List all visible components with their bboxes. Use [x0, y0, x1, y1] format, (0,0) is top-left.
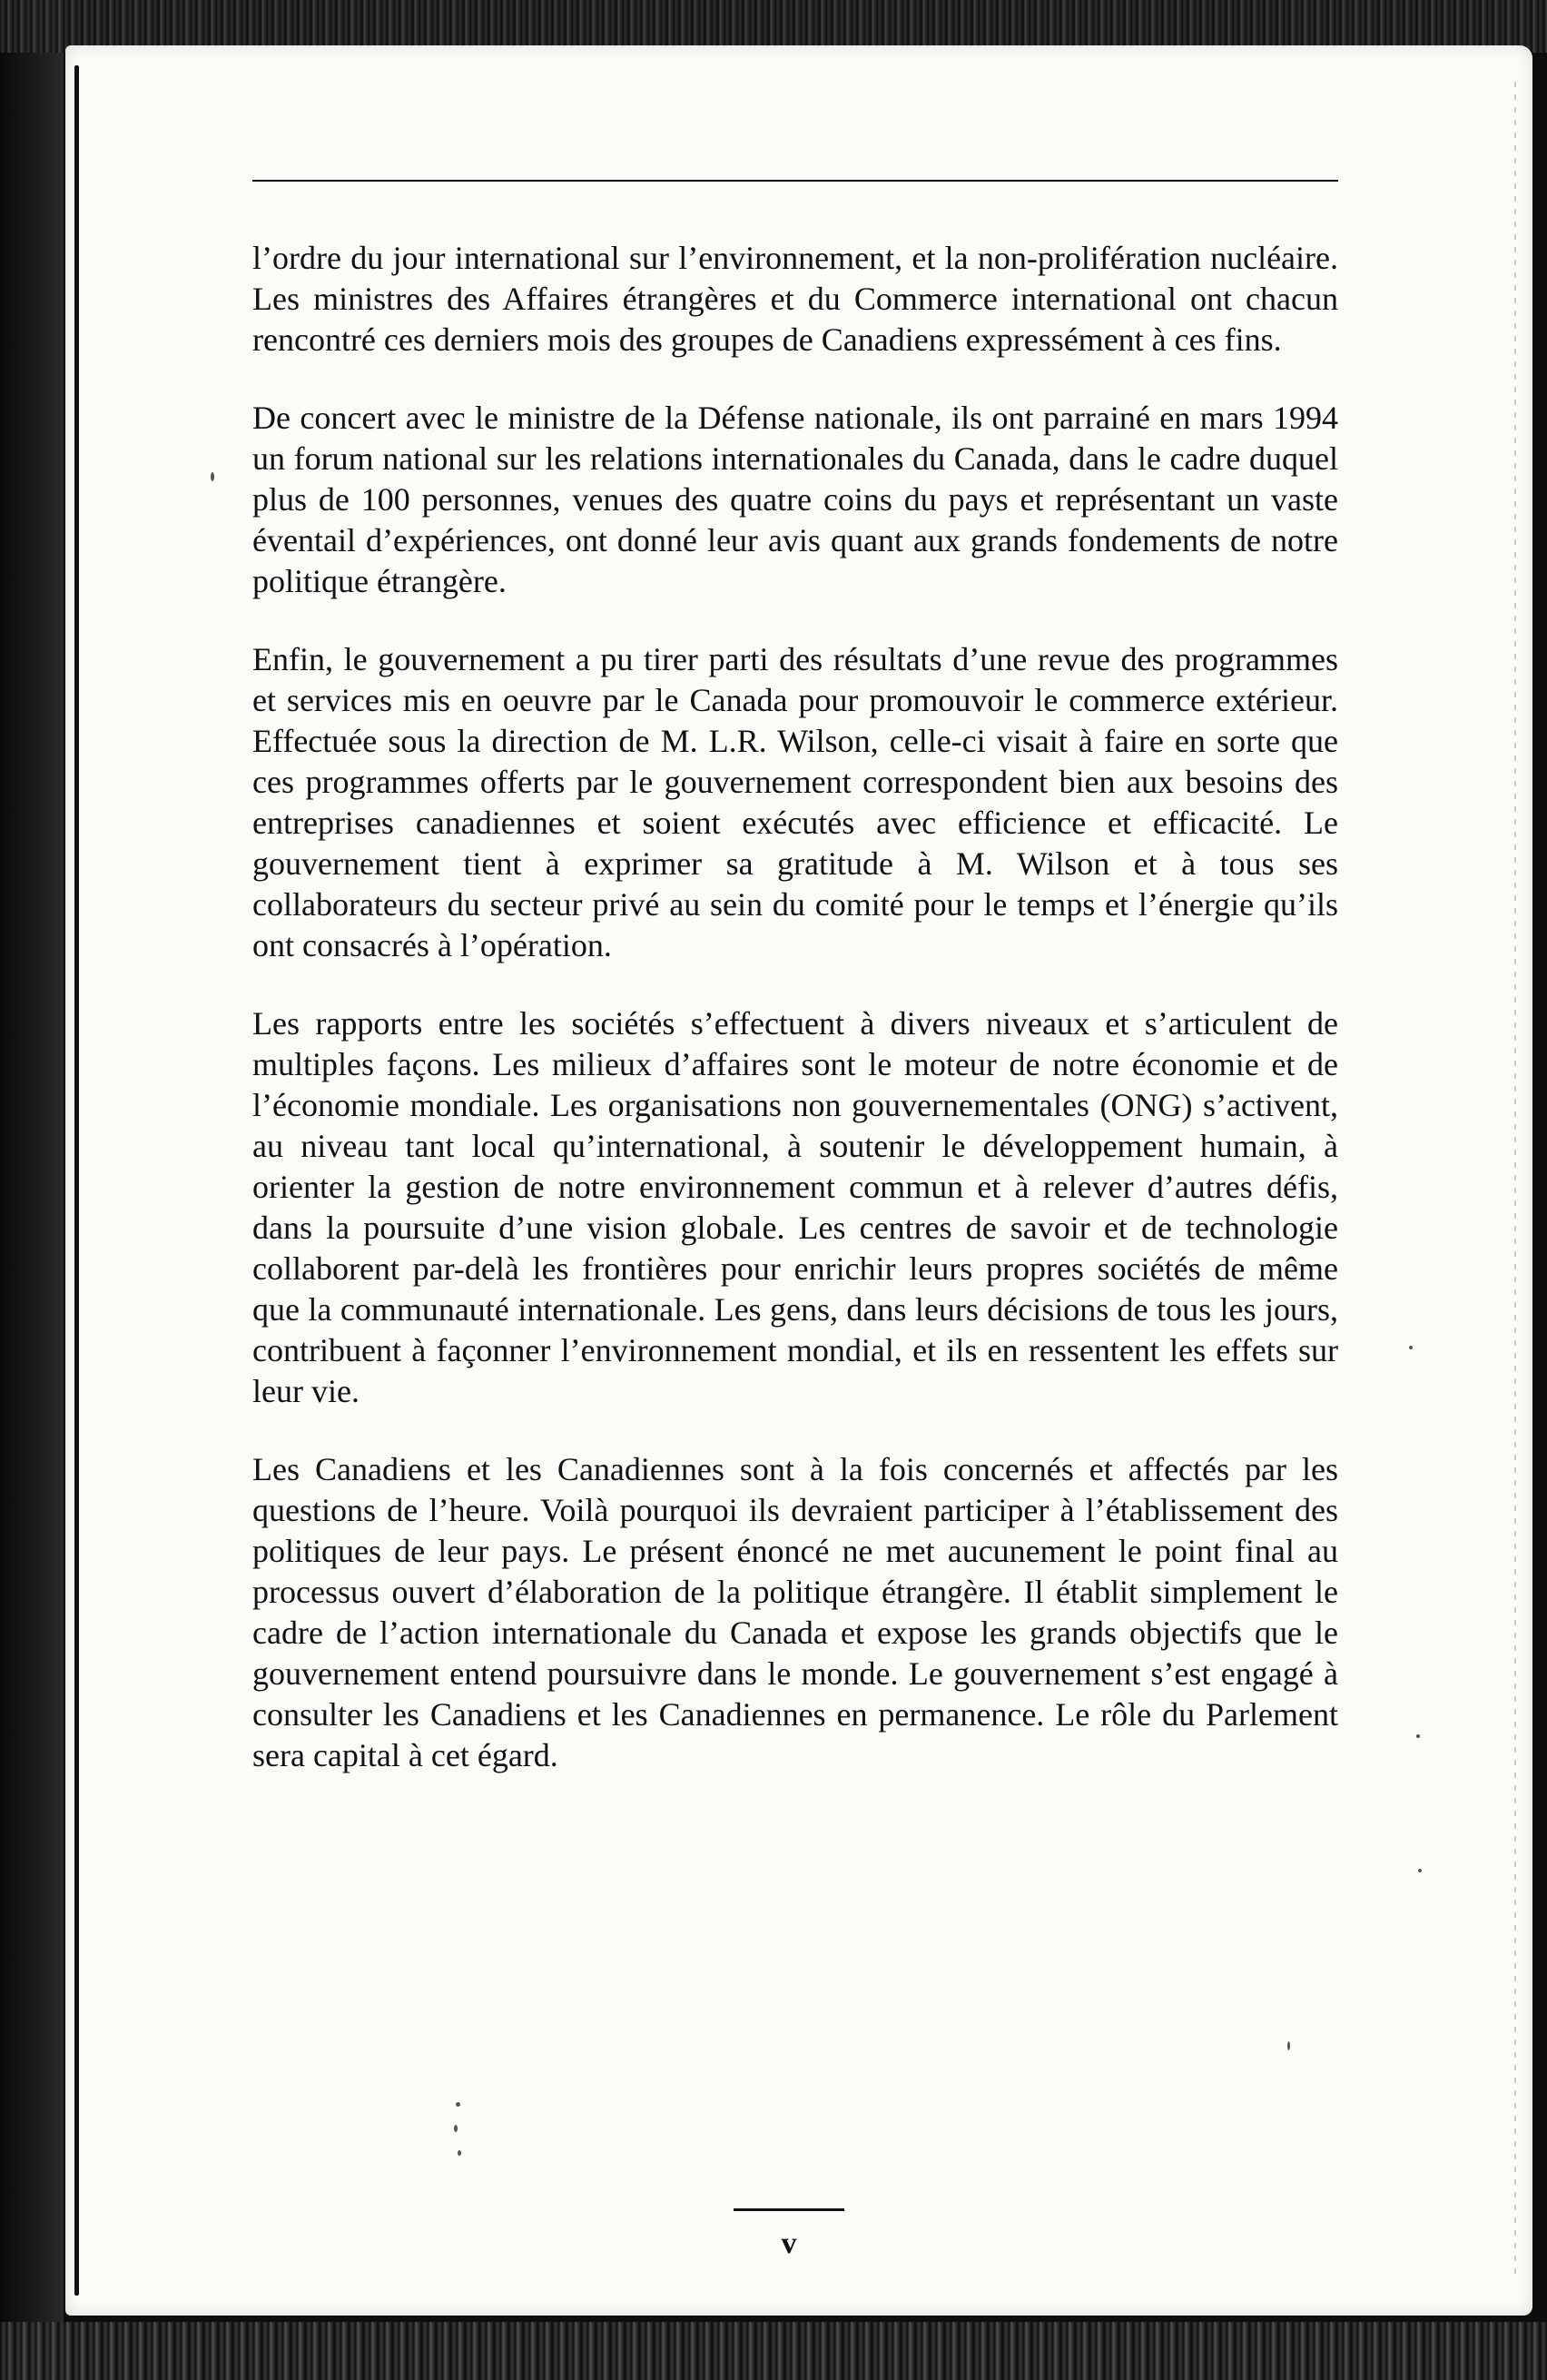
- scan-bottom-border: [0, 2322, 1547, 2380]
- scan-speck: [1409, 1346, 1413, 1349]
- scan-speck: [211, 472, 214, 481]
- scan-speck: [1287, 2041, 1290, 2050]
- binding-shadow-line: [74, 65, 79, 2296]
- scan-speck: [1418, 1869, 1422, 1872]
- footer-rule: [734, 2208, 844, 2211]
- scan-speck: [1416, 1734, 1420, 1738]
- paper-sheet: [65, 45, 1532, 2316]
- paragraph-1: l’ordre du jour international sur l’environnement, et la non-prolifération nucléaire. Les ministres des Affaires étrangères et du Commerce international ont chacun rencontré ces derniers mois des groupes de Canadiens expressément à ces fins.: [252, 240, 1338, 358]
- paragraph-5: Les Canadiens et les Canadiennes sont à la fois concernés et affectés par les questions de l’heure. Voilà pourquoi ils devraient participer à l’établissement des politiques de leur pays. Le présent énoncé ne met aucunement le point final au processus ouvert d’élaboration de la politique étrangère. Il établit simplement le cadre de l’action internationale du Canada et expose les grands objectifs que le gouvernement entend poursuivre dans le monde. Le gouvernement s’est engagé à consulter les Canadiens et les Canadiennes en permanence. Le rôle du Parlement sera capital à cet égard.: [252, 1451, 1338, 1773]
- page-number: v: [781, 2227, 797, 2260]
- scan-speck: [454, 2125, 458, 2132]
- paragraph-3: Enfin, le gouvernement a pu tirer parti des résultats d’une revue des programmes et services mis en oeuvre par le Canada pour promouvoir le commerce extérieur. Effectuée sous la direction de M. L.R. Wilson, celle-ci visait à faire en sorte que ces programmes offerts par le gouvernement correspondent bien aux besoins des entreprises canadiennes et soient exécutés avec efficience et efficacité. Le gouvernement tient à exprimer sa gratitude à M. Wilson et à tous ses collaborateurs du secteur privé au sein du comité pour le temps et l’énergie qu’ils ont consacrés à l’opération.: [252, 641, 1338, 963]
- header-rule: [252, 180, 1338, 182]
- scan-speck: [456, 2102, 460, 2107]
- paragraph-2: De concert avec le ministre de la Défense nationale, ils ont parrainé en mars 1994 un forum national sur les relations internationales du Canada, dans le cadre duquel plus de 100 personnes, venues des quatre coins du pays et représentant un vaste éventail d’expériences, ont donné leur avis quant aux grands fondements de notre politique étrangère.: [252, 400, 1338, 599]
- scan-speck: [458, 2150, 461, 2156]
- scan-left-border: [0, 0, 64, 2380]
- paragraph-4: Les rapports entre les sociétés s’effectuent à divers niveaux et s’articulent de multiples façons. Les milieux d’affaires sont le moteur de notre économie et de l’économie mondiale. Les organisations non gouvernementales (ONG) s’activent, au niveau tant local qu’international, à soutenir le développement humain, à orienter la gestion de notre environnement commun et à relever d’autres défis, dans la poursuite d’une vision globale. Les centres de savoir et de technologie collaborent par-delà les frontières pour enrichir leurs propres sociétés de même que la communauté internationale. Les gens, dans leurs décisions de tous les jours, contribuent à façonner l’environnement mondial, et ils en ressentent les effets sur leur vie.: [252, 1005, 1338, 1409]
- body-text: [252, 238, 1338, 1813]
- page-right-edge: [1514, 82, 1516, 2279]
